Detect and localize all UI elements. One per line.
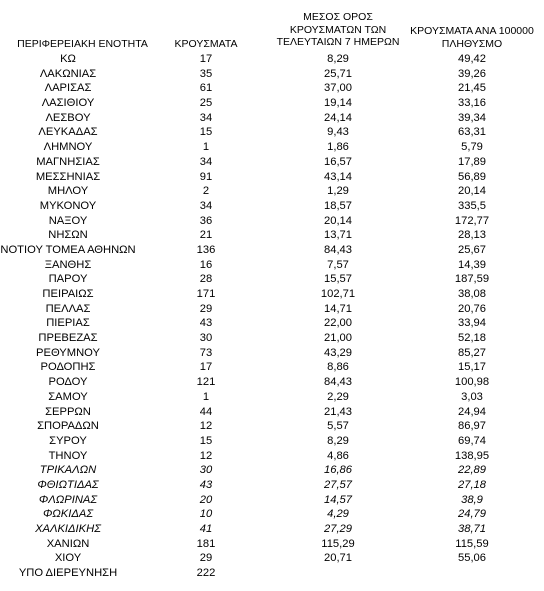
region-name: ΜΥΚΟΝΟΥ [39,199,97,212]
table-row [0,360,544,375]
table-row [0,184,544,199]
table-row [0,316,544,331]
region-name: ΥΠΟ ΔΙΕΡΕΥΝΗΣΗ [18,567,118,580]
per100k-value: 52,18 [458,332,486,345]
avg7-value: 22,00 [324,317,352,330]
avg7-value: 8,29 [327,434,349,447]
cases-value: 1 [202,390,210,403]
cases-value: 121 [196,376,216,389]
table-row [0,140,544,155]
cases-value: 35 [199,67,213,80]
table-row [0,405,544,420]
cases-value: 181 [196,537,216,550]
per100k-value: 138,95 [454,449,490,462]
per100k-value: 33,16 [458,97,486,110]
per100k-value: 33,94 [458,317,486,330]
per100k-value: 24,79 [458,508,486,521]
avg7-value: 1,86 [327,141,349,154]
cases-value: 17 [199,361,213,374]
table-row [0,199,544,214]
per100k-value: 86,97 [458,420,486,433]
avg7-value: 14,57 [324,493,352,506]
table-row [0,390,544,405]
table-row [0,125,544,140]
cases-value: 20 [199,493,213,506]
avg7-value: 8,86 [327,361,349,374]
region-name: ΤΗΝΟΥ [48,449,88,462]
region-name: ΣΕΡΡΩΝ [45,405,91,418]
per100k-value: 28,13 [458,229,486,242]
avg7-value: 18,57 [324,199,352,212]
per100k-value: 22,89 [458,464,486,477]
avg7-value: 102,71 [320,288,356,300]
table-row [0,243,544,258]
cases-value: 10 [199,508,213,521]
region-name: ΛΕΣΒΟΥ [45,111,91,124]
region-name: ΛΑΡΙΣΑΣ [44,82,92,95]
region-name: ΧΙΟΥ [54,552,82,565]
header-7day-average: ΜΕΣΟΣ ΟΡΟΣ ΚΡΟΥΣΜΑΤΩΝ ΤΩΝ ΤΕΛΕΥΤΑΙΩΝ 7 ΗΜΕΡΩΝ [276,11,400,48]
avg7-value: 24,14 [324,111,352,124]
cases-value: 29 [199,302,213,315]
region-name: ΣΠΟΡΑΔΩΝ [37,420,99,433]
per100k-value: 15,17 [458,361,486,374]
region-name: ΦΛΩΡΙΝΑΣ [38,493,98,506]
avg7-value: 15,57 [324,273,352,286]
cases-value: 136 [196,243,216,256]
cases-value: 34 [199,199,213,212]
cases-value: 43 [199,478,213,491]
cases-value: 1 [202,141,210,154]
table-row [0,111,544,126]
per100k-value: 39,34 [458,111,486,124]
cases-value: 29 [199,552,213,565]
cases-value: 73 [199,346,213,359]
avg7-value: 19,14 [324,97,352,110]
table-row [0,272,544,287]
avg7-value: 4,86 [327,449,349,462]
avg7-value: 16,86 [324,464,352,477]
cases-value: 41 [199,523,213,535]
per100k-value: 85,27 [458,346,486,359]
header-cases: ΚΡΟΥΣΜΑΤΑ [174,38,238,50]
region-name: ΛΗΜΝΟΥ [43,141,93,154]
cases-value: 43 [199,317,213,330]
avg7-value: 14,71 [324,302,352,315]
cases-value: 171 [196,288,216,300]
avg7-value: 25,71 [324,67,352,80]
avg7-value: 1,29 [327,185,349,198]
region-name: ΛΑΣΙΘΙΟΥ [41,97,95,110]
per100k-value: 14,39 [458,258,486,271]
per100k-value: 172,77 [454,214,490,227]
per100k-value: 39,26 [458,67,486,80]
table-row [0,287,544,302]
per100k-value: 3,03 [461,390,483,403]
avg7-value: 16,57 [324,155,352,168]
region-name: ΦΩΚΙΔΑΣ [42,508,94,521]
table-row [0,419,544,434]
table-row [0,449,544,464]
per100k-value: 63,31 [458,126,486,139]
table-row [0,52,544,67]
cases-value: 61 [199,82,213,95]
header-region-unit: ΠΕΡΙΦΕΡΕΙΑΚΗ ΕΝΟΤΗΤΑ [17,38,148,50]
per100k-value: 49,42 [458,53,486,65]
region-name: ΣΑΜΟΥ [48,390,88,403]
per100k-value: 38,71 [458,523,486,535]
per100k-value: 56,89 [458,170,486,183]
avg7-value: 20,71 [324,552,352,565]
table-row [0,551,544,566]
table-row [0,67,544,82]
table-row [0,346,544,361]
region-name: ΜΑΓΝΗΣΙΑΣ [36,155,100,168]
per100k-value: 38,08 [458,288,486,300]
region-name: ΠΙΕΡΙΑΣ [46,317,90,330]
avg7-value: 13,71 [324,229,352,242]
header-cases-per-100k: ΚΡΟΥΣΜΑΤΑ ΑΝΑ 100000 ΠΛΗΘΥΣΜΟ [410,25,534,50]
region-name: ΜΗΛΟΥ [47,185,89,198]
per100k-value: 187,59 [454,273,490,286]
cases-value: 15 [199,126,213,139]
table-row [0,96,544,111]
table-row [0,463,544,478]
per100k-value: 55,06 [458,552,486,565]
avg7-value: 9,43 [327,126,349,139]
table-row [0,228,544,243]
cases-value: 2 [202,185,210,198]
table-row [0,478,544,493]
avg7-value: 43,29 [324,346,352,359]
region-name: ΧΑΝΙΩΝ [46,537,90,550]
region-name: ΝΗΣΩΝ [48,229,88,242]
table-row [0,170,544,185]
cases-value: 91 [199,170,213,183]
avg7-value: 115,29 [321,537,355,550]
avg7-value: 4,29 [327,508,349,521]
per100k-value: 27,18 [458,478,486,491]
cases-value: 28 [199,273,213,286]
cases-value: 30 [199,332,213,345]
region-name: ΛΕΥΚΑΔΑΣ [38,126,98,139]
table-row [0,331,544,346]
per100k-value: 115,59 [455,537,489,550]
cases-value: 222 [196,567,216,580]
cases-value: 15 [199,434,213,447]
table-row [0,214,544,229]
region-name: ΣΥΡΟΥ [49,434,87,447]
avg7-value: 27,57 [324,478,352,491]
avg7-value: 27,29 [324,523,352,535]
region-name: ΞΑΝΘΗΣ [44,258,92,271]
avg7-value: 8,29 [327,53,349,65]
avg7-value: 84,43 [324,376,352,389]
region-name: ΝΑΞΟΥ [48,214,88,227]
table-row [0,522,544,537]
avg7-value: 21,00 [324,332,352,345]
cases-value: 17 [199,53,213,65]
table-row [0,493,544,508]
region-name: ΠΕΛΛΑΣ [45,302,91,315]
region-name: ΠΑΡΟΥ [48,273,88,286]
avg7-value: 5,57 [327,420,349,433]
cases-value: 12 [199,420,213,433]
avg7-value: 43,14 [324,170,352,183]
avg7-value: 7,57 [327,258,349,271]
region-name: ΛΑΚΩΝΙΑΣ [39,67,97,80]
per100k-value: 335,5 [458,199,486,212]
per100k-value: 69,74 [458,434,486,447]
cases-value: 25 [199,97,213,110]
cases-value: 44 [199,405,213,418]
avg7-value: 37,00 [324,82,352,95]
cases-value: 34 [199,155,213,168]
per100k-value: 24,94 [458,405,486,418]
table-row [0,302,544,317]
table-row [0,537,544,552]
region-name: ΝΟΤΙΟΥ ΤΟΜΕΑ ΑΘΗΝΩΝ [0,243,136,256]
avg7-value: 2,29 [327,390,349,403]
per100k-value: 17,89 [458,155,486,168]
region-name: ΜΕΣΣΗΝΙΑΣ [35,170,101,183]
per100k-value: 5,79 [461,141,483,154]
cases-value: 30 [199,464,213,477]
per100k-value: 38,9 [461,493,483,506]
region-name: ΚΩ [60,53,76,65]
data-table [0,52,544,581]
region-name: ΦΘΙΩΤΙΔΑΣ [37,478,99,491]
table-row [0,155,544,170]
cases-value: 12 [199,449,213,462]
per100k-value: 20,14 [458,185,486,198]
cases-value: 34 [199,111,213,124]
avg7-value: 20,14 [324,214,352,227]
region-name: ΤΡΙΚΑΛΩΝ [39,464,97,477]
per100k-value: 100,98 [454,376,490,389]
region-name: ΡΟΔΟΥ [48,376,88,389]
table-row [0,434,544,449]
cases-value: 16 [199,258,213,271]
table-row [0,507,544,522]
per100k-value: 21,45 [458,82,486,95]
region-name: ΠΕΙΡΑΙΩΣ [42,288,94,300]
per100k-value: 25,67 [458,243,486,256]
table-row [0,375,544,390]
region-name: ΧΑΛΚΙΔΙΚΗΣ [35,523,101,535]
per100k-value: 20,76 [458,302,486,315]
region-name: ΠΡΕΒΕΖΑΣ [38,332,98,345]
region-name: ΡΟΔΟΠΗΣ [40,361,96,374]
cases-value: 21 [199,229,213,242]
table-row [0,81,544,96]
table-row [0,566,544,581]
avg7-value: 84,43 [324,243,352,256]
region-name: ΡΕΘΥΜΝΟΥ [36,346,100,359]
table-row [0,258,544,273]
avg7-value: 21,43 [324,405,352,418]
cases-value: 36 [199,214,213,227]
